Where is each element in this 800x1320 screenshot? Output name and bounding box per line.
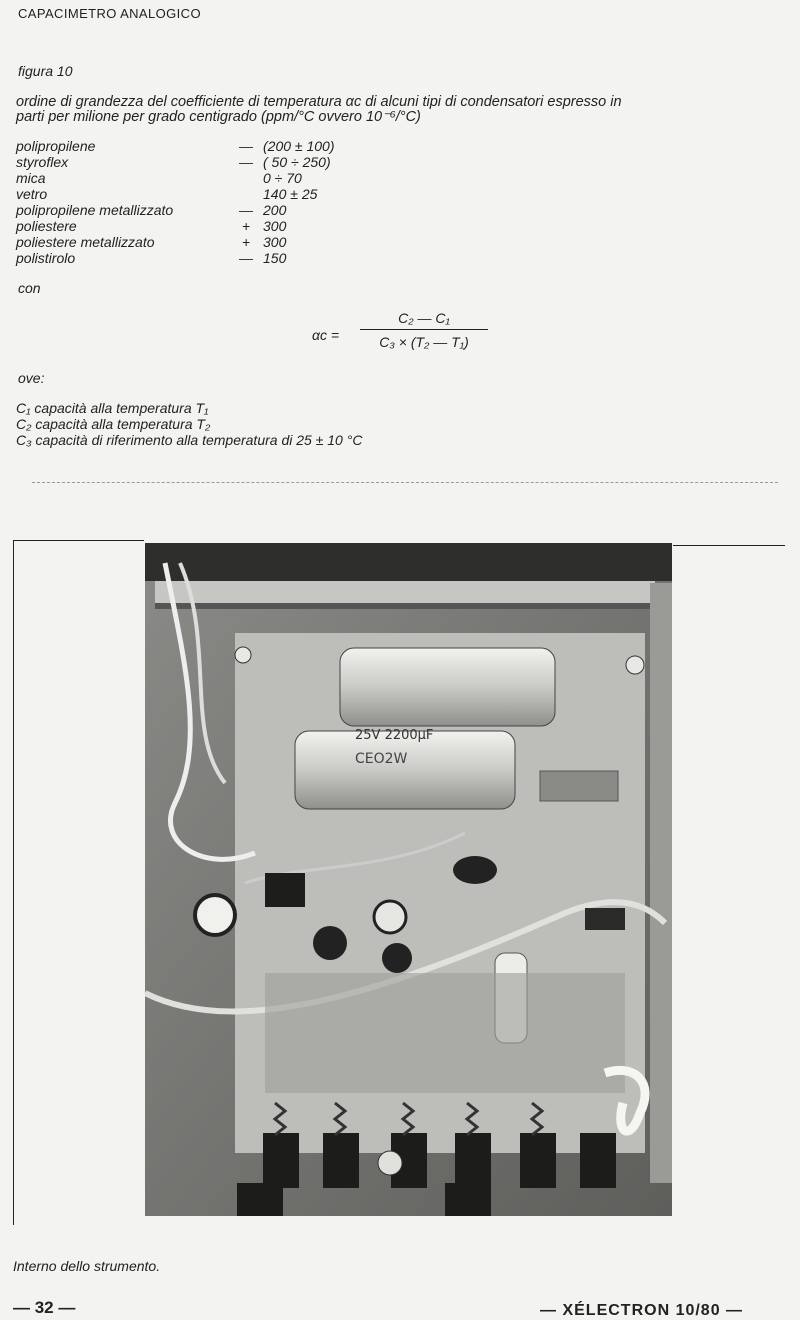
instrument-interior-photo <box>145 543 672 1216</box>
material-row <box>16 170 373 186</box>
material-sign: — <box>239 250 253 266</box>
material-row <box>16 234 373 250</box>
photo-caption: Interno dello strumento. <box>13 1258 161 1274</box>
photo-frame-top-left <box>13 540 144 541</box>
material-name: polipropilene metallizzato <box>16 202 174 218</box>
definitions-list <box>16 400 362 448</box>
definition-c2: C₂ capacità alla temperatura T₂ <box>16 416 211 432</box>
material-name: vetro <box>16 186 48 202</box>
alpha-formula <box>300 310 500 362</box>
material-name: poliestere metallizzato <box>16 234 155 250</box>
material-value: 300 <box>263 234 287 250</box>
photo-frame-left <box>13 540 14 1225</box>
section-divider <box>32 482 778 483</box>
material-value: 0 ÷ 70 <box>263 170 302 186</box>
material-row <box>16 202 373 218</box>
material-sign: — <box>239 154 253 170</box>
material-value: 140 ± 25 <box>263 186 318 202</box>
material-name: poliestere <box>16 218 77 234</box>
figure-label: figura 10 <box>18 63 73 79</box>
con-label: con <box>18 280 41 296</box>
materials-table <box>16 138 373 266</box>
page-number: — 32 — <box>13 1298 76 1317</box>
material-sign: + <box>241 234 251 250</box>
intro-line-1: ordine di grandezza del coefficiente di temperatura αc di alcuni tipi di condensatori espresso in <box>16 94 622 110</box>
definition-c3: C₃ capacità di riferimento alla temperatura di 25 ± 10 °C <box>16 432 363 448</box>
material-sign <box>229 170 263 186</box>
formula-fraction <box>360 310 488 350</box>
material-sign: — <box>239 138 253 154</box>
material-name: polistirolo <box>16 250 76 266</box>
material-value: ( 50 ÷ 250) <box>263 154 331 170</box>
material-sign: — <box>239 202 253 218</box>
material-sign <box>229 186 263 202</box>
material-name: styroflex <box>16 154 69 170</box>
capacitor-mark-label: CEO2W <box>355 751 408 767</box>
material-name: polipropilene <box>16 138 96 154</box>
material-value: 150 <box>263 250 287 266</box>
material-row <box>16 138 373 154</box>
capacitor-rating-label: 25V 2200µF <box>355 728 434 743</box>
material-row <box>16 218 373 234</box>
material-row <box>16 154 373 170</box>
magazine-footer: — XÉLECTRON 10/80 — <box>540 1302 744 1319</box>
running-header: CAPACIMETRO ANALOGICO <box>18 6 201 21</box>
definition-c1: C₁ capacità alla temperatura T₁ <box>16 400 209 416</box>
material-row <box>16 250 373 266</box>
formula-numerator: C₂ — C₁ <box>398 310 450 326</box>
material-name: mica <box>16 170 46 186</box>
material-value: 300 <box>263 218 287 234</box>
material-value: (200 ± 100) <box>263 138 335 154</box>
material-value: 200 <box>263 202 287 218</box>
formula-lhs: αc = <box>312 327 340 343</box>
formula-denominator: C₃ × (T₂ — T₁) <box>379 334 469 350</box>
ove-label: ove: <box>18 370 45 386</box>
material-row <box>16 186 373 202</box>
photo-frame-top-right <box>673 545 785 546</box>
intro-paragraph <box>16 95 786 125</box>
material-sign: + <box>241 218 251 234</box>
intro-line-2: parti per milione per grado centigrado (ppm/°C ovvero 10⁻⁶/°C) <box>16 109 421 125</box>
